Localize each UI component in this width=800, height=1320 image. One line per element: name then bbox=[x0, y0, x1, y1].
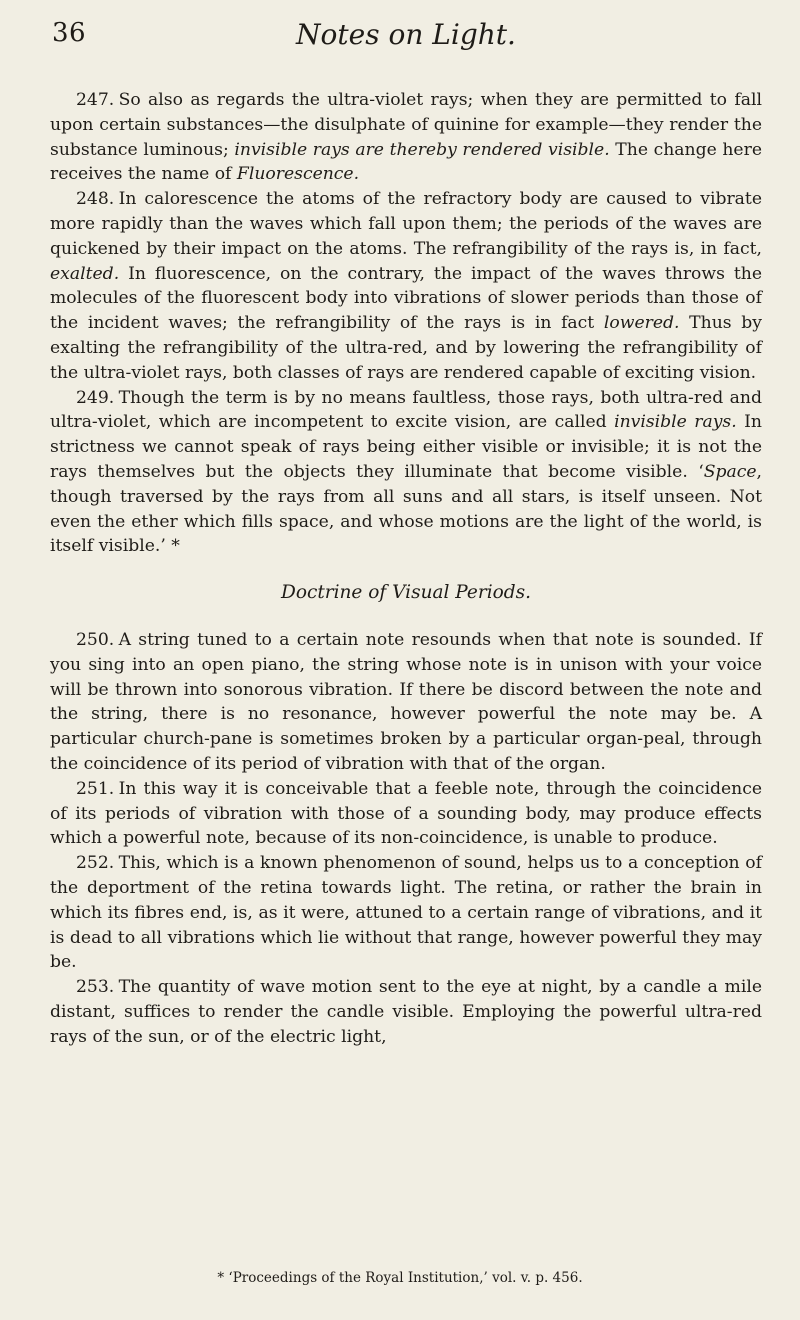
paragraph bbox=[50, 187, 762, 385]
paragraph-text: The change here receives the name of bbox=[50, 139, 762, 185]
paragraph-number: 252. bbox=[76, 853, 115, 874]
section-heading: Doctrine of Visual Periods. bbox=[280, 582, 531, 604]
paragraph-text: , though traversed by the rays from all suns and all stars, is itself unseen. Not even the ether which fills space, and whose motions are the light of the world, is itself visible.’ * bbox=[50, 461, 762, 557]
paragraph-text: In fluorescence, on the contrary, the impact of the waves throws the molecules of the fluorescent body into vibrations of slower periods than those of the incident waves; the refrangibility of the rays is in fact bbox=[50, 263, 762, 334]
italic-text: exalted. bbox=[50, 263, 120, 284]
footnote: * ‘Proceedings of the Royal Institution,’ vol. v. p. 456. bbox=[217, 1270, 583, 1286]
paragraph-number: 253. bbox=[76, 977, 115, 998]
paragraph-number: 250. bbox=[76, 629, 115, 650]
paragraph-number: 249. bbox=[76, 387, 115, 408]
paragraph bbox=[50, 88, 762, 187]
running-title: Notes on Light. bbox=[296, 18, 516, 51]
paragraph-number: 251. bbox=[76, 778, 115, 799]
body-text bbox=[50, 88, 762, 1049]
italic-text: Space bbox=[703, 461, 757, 482]
paragraph bbox=[50, 975, 762, 1049]
paragraph bbox=[50, 386, 762, 560]
paragraph bbox=[50, 777, 762, 851]
paragraph-text: The quantity of wave motion sent to the eye at night, by a candle a mile distant, suffices to render the candle visible. Employing the powerful ultra-red rays of the sun, or of the electric light, bbox=[50, 977, 762, 1047]
paragraph-text: So also as regards the ultra-violet rays; when they are permitted to fall upon certain substances—the disulphate of quinine for example—they render the substance luminous; bbox=[50, 90, 762, 160]
paragraph-text: Though the term is by no means faultless, those rays, both ultra-red and ultra-violet, which are incompetent to excite vision, are called bbox=[50, 387, 762, 433]
paragraphs-after-heading bbox=[50, 628, 762, 1050]
paragraph-text: In this way it is conceivable that a feeble note, through the coincidence of its periods of vibration with those of a sounding body, may produce effects which a powerful note, because of its non-coincidence, is unable to produce. bbox=[50, 778, 762, 849]
italic-text: Fluorescence. bbox=[236, 164, 360, 185]
paragraph-number: 247. bbox=[76, 90, 115, 110]
paragraph bbox=[50, 851, 762, 975]
paragraph-number: 248. bbox=[76, 189, 115, 210]
italic-text: lowered. bbox=[603, 313, 680, 334]
paragraph-text: In calorescence the atoms of the refractory body are caused to vibrate more rapidly than the waves which fall upon them; the periods of the waves are quickened by their impact on the atoms. The refrangibility of the rays is, in fact, bbox=[50, 189, 762, 259]
paragraph-text: A string tuned to a certain note resounds when that note is sounded. If you sing into an open piano, the string whose note is in unison with your voice will be thrown into sonorous vibration. If there be discord between the note and the string, there is no resonance, however powerful the note may be. A particular church-pane is sometimes broken by a particular organ-peal, through the coincidence of its period of vibration with that of the organ. bbox=[50, 629, 762, 774]
paragraph-text: Thus by exalting the refrangibility of the ultra-red, and by lowering the refrangibility of the ultra-violet rays, both classes of rays are rendered capable of exciting vision. bbox=[50, 313, 763, 383]
paragraph-text: In strictness we cannot speak of rays being either visible or invisible; it is not the rays themselves but the objects they illuminate that become visible. ‘ bbox=[50, 412, 763, 482]
italic-text: invisible rays. bbox=[614, 412, 737, 433]
italic-text: invisible rays are thereby rendered visible. bbox=[234, 139, 610, 160]
running-head bbox=[50, 18, 762, 66]
paragraph bbox=[50, 628, 762, 777]
page-number: 36 bbox=[52, 18, 87, 48]
paragraphs-before-heading bbox=[50, 88, 762, 559]
paragraph-text: This, which is a known phenomenon of sound, helps us to a conception of the deportment of the retina towards light. The retina, or rather the brain in which its fibres end, is, as it were, attuned to a certain range of vibrations, and it is dead to all vibrations which lie without that range, however powerful they may be. bbox=[50, 853, 762, 973]
